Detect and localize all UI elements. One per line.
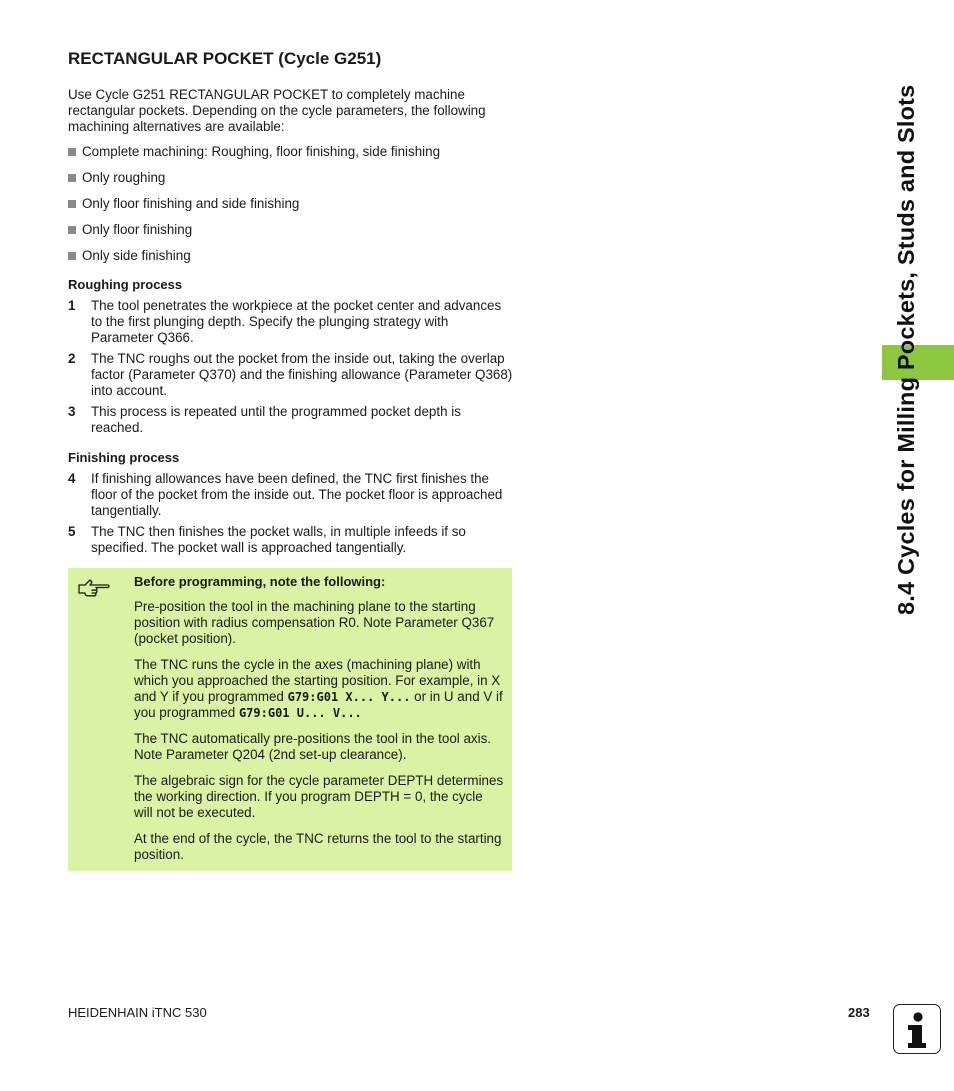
info-i-glyph <box>894 1005 939 1052</box>
bullet-square-icon <box>68 148 76 156</box>
note-paragraph: The TNC runs the cycle in the axes (machining plane) with which you approached the starting position. For example, in X and Y if you programmed G79:G01 X... Y... or in U and V if you programmed G79:G01 U... V... <box>134 657 503 720</box>
code-snippet: G79:G01 U... V... <box>238 706 362 720</box>
programming-note-box <box>68 568 512 871</box>
alternatives-list <box>68 144 513 274</box>
bullet-square-icon <box>68 252 76 260</box>
list-item: Only floor finishing <box>68 222 513 248</box>
finishing-steps <box>68 471 513 561</box>
note-body <box>134 574 504 873</box>
roughing-heading: Roughing process <box>68 277 183 292</box>
bullet-square-icon <box>68 174 76 182</box>
note-paragraph: Pre-position the tool in the machining plane to the starting position with radius compensation R0. Note Parameter Q367 (pocket position). <box>134 599 495 646</box>
step-item: 1 The tool penetrates the workpiece at the pocket center and advances to the first plunging depth. Specify the plunging strategy with Parameter Q366. <box>68 298 502 345</box>
step-item: 2 The TNC roughs out the pocket from the inside out, taking the overlap factor (Parameter Q370) and the finishing allowance (Parameter Q368) into account. <box>68 351 513 398</box>
step-item: 4 If finishing allowances have been defined, the TNC first finishes the floor of the pocket from the inside out. The pocket floor is approached tangentially. <box>68 471 503 518</box>
chapter-side-title: 8.4 Cycles for Milling Pockets, Studs and Slots <box>893 84 919 615</box>
page-number: 283 <box>848 1005 870 1020</box>
step-item: 3 This process is repeated until the programmed pocket depth is reached. <box>68 404 461 435</box>
section-heading: RECTANGULAR POCKET (Cycle G251) <box>68 49 382 68</box>
info-icon <box>893 1004 941 1054</box>
list-item: Only roughing <box>68 170 513 196</box>
note-paragraph: The TNC automatically pre-positions the tool in the tool axis. Note Parameter Q204 (2nd set-up clearance). <box>134 731 492 762</box>
step-item: 5 The TNC then finishes the pocket walls, in multiple infeeds if so specified. The pocket wall is approached tangentially. <box>68 524 466 555</box>
note-paragraph: The algebraic sign for the cycle parameter DEPTH determines the working direction. If you program DEPTH = 0, the cycle will not be executed. <box>134 773 504 820</box>
list-item: Complete machining: Roughing, floor finishing, side finishing <box>68 144 513 170</box>
list-item: Only side finishing <box>68 248 513 274</box>
code-snippet: G79:G01 X... Y... <box>287 690 411 704</box>
list-item: Only floor finishing and side finishing <box>68 196 513 222</box>
roughing-steps <box>68 298 513 441</box>
bullet-square-icon <box>68 200 76 208</box>
note-title: Before programming, note the following: <box>134 574 386 589</box>
bullet-square-icon <box>68 226 76 234</box>
main-content <box>68 48 513 555</box>
finishing-heading: Finishing process <box>68 450 180 465</box>
pointing-hand-icon <box>77 576 111 600</box>
note-paragraph: At the end of the cycle, the TNC returns the tool to the starting position. <box>134 831 502 862</box>
footer-product: HEIDENHAIN iTNC 530 <box>68 1005 207 1020</box>
intro-paragraph: Use Cycle G251 RECTANGULAR POCKET to completely machine rectangular pockets. Depending on the cycle parameters, the following machining alternatives are available: <box>68 87 486 134</box>
